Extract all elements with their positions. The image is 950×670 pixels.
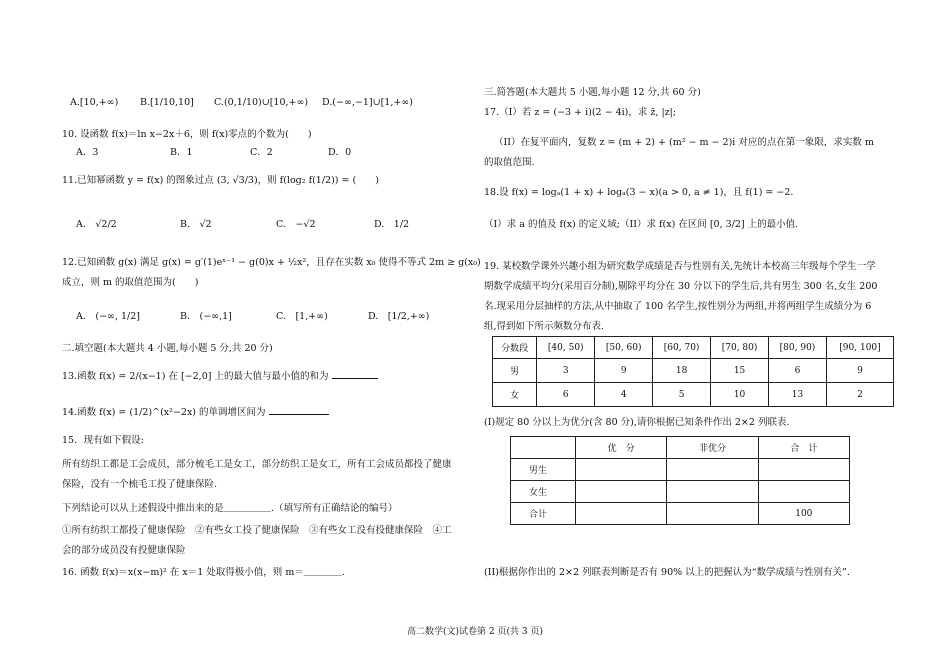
q11-option-a: A. √2/2 xyxy=(76,219,117,230)
contingency-table xyxy=(510,436,850,525)
q12-stem: 12.已知函数 g(x) 满足 g(x) = g′(1)eˣ⁻¹ − g(0)x + ½x²，且存在实数 x₀ 使得不等式 2m ≥ g(x₀) xyxy=(62,257,481,268)
q10-option-a: A．3 xyxy=(76,147,99,158)
q11-option-c: C. −√2 xyxy=(276,219,316,230)
q14-stem: 14.函数 f(x) = (1/2)^(x²−2x) 的单调增区间为 xyxy=(62,404,329,420)
q19-part1: (I)规定 80 分以上为优分(含 80 分),请你根据已知条件作出 2×2 列联表. xyxy=(484,417,790,428)
table-row: 女 6 4 5 10 13 2 xyxy=(493,383,894,407)
q9-option-b: B.[1/10,10] xyxy=(140,97,194,108)
q19-part2: (II)根据你作出的 2×2 列联表判断是否有 90% 以上的把握认为“数学成绩与性别有关”. xyxy=(484,567,850,578)
q15-title: 15．现有如下假设: xyxy=(62,435,144,446)
q10-option-d: D．0 xyxy=(328,147,352,158)
q10-option-c: C．2 xyxy=(250,147,273,158)
table-row: 女生 xyxy=(511,481,850,503)
section-answer-heading: 三.简答题(本大题共 5 小题,每小题 12 分,共 60 分) xyxy=(484,87,701,98)
table-row: 优 分 非优分 合 计 xyxy=(511,437,850,459)
q12-stem-cont: 成立，则 m 的取值范围为( ) xyxy=(62,277,199,288)
q15-line-1: 所有纺织工都是工会成员，部分梳毛工是女工，部分纺织工是女工，所有工会成员都投了健康 xyxy=(62,459,452,470)
q9-option-c: C.(0,1/10)∪[10,+∞) xyxy=(214,97,309,108)
q15-line-4: ①所有纺织工都投了健康保险 ②有些女工投了健康保险 ③有些女工没有投健康保险 ④工 xyxy=(62,525,452,536)
q19-line-3: 名.现采用分层抽样的方法,从中抽取了 100 名学生,按性别分为两组,并将两组学生成绩分为 6 xyxy=(484,301,872,312)
table-row: 合计 100 xyxy=(511,503,850,525)
q9-option-d: D.(−∞,−1]∪[1,+∞) xyxy=(322,97,413,108)
q18-sub: （I）求 a 的值及 f(x) 的定义域;（II）求 f(x) 在区间 [0, 3/2] 上的最小值. xyxy=(484,219,799,230)
frequency-table xyxy=(492,336,894,407)
q12-option-b: B. (−∞,1] xyxy=(180,311,232,322)
q11-option-d: D. 1/2 xyxy=(374,219,410,230)
table-row: 男 3 9 18 15 6 9 xyxy=(493,359,894,383)
q10-option-b: B．1 xyxy=(170,147,193,158)
q9-option-a: A.[10,+∞) xyxy=(70,97,119,108)
q15-line-2: 保险，没有一个梳毛工投了健康保险. xyxy=(62,479,218,490)
q19-line-2: 期数学成绩平均分(采用百分制),剔除平均分在 30 分以下的学生后,共有男生 300 名,女生 200 xyxy=(484,281,878,292)
q12-option-d: D. [1/2,+∞) xyxy=(368,311,430,322)
page-footer: 高二数学(文)试卷第 2 页(共 3 页) xyxy=(407,627,543,637)
q17-part1: 17.（I）若 z = (−3 + i)(2 − 4i)，求 z̄, |z|; xyxy=(484,107,677,118)
q17-part2: （II）在复平面内，复数 z = (m + 2) + (m² − m − 2)i 对应的点在第一象限，求实数 m xyxy=(494,137,874,148)
q15-line-5: 会的部分成员没有投健康保险 xyxy=(62,545,186,556)
q16-stem: 16. 函数 f(x)＝x(x−m)² 在 x＝1 处取得极小值，则 m＝＿＿＿＿. xyxy=(62,567,345,578)
q12-option-c: C. [1,+∞) xyxy=(276,311,328,322)
q17-part2-cont: 的取值范围. xyxy=(484,157,535,168)
q15-line-3: 下列结论可以从上述假设中推出来的是＿＿＿＿＿.（填写所有正确结论的编号） xyxy=(62,503,398,514)
q11-stem: 11.已知幂函数 y = f(x) 的图象过点 (3, √3/3)，则 f(log₂ f(1/2)) = ( ) xyxy=(62,175,379,186)
q13-stem: 13.函数 f(x) = 2/(x−1) 在 [−2,0] 上的最大值与最小值的和为 xyxy=(62,368,378,384)
q10-stem: 10. 设函数 f(x)＝ln x−2x＋6，则 f(x)零点的个数为( ) xyxy=(62,129,312,140)
table-row: 分数段 [40, 50) [50, 60) [60, 70) [70, 80) [80, 90) [90, 100] xyxy=(493,337,894,359)
q18-stem: 18.设 f(x) = logₐ(1 + x) + logₐ(3 − x)(a > 0, a ≠ 1)，且 f(1) = −2. xyxy=(484,187,794,198)
q12-option-a: A. (−∞, 1/2] xyxy=(76,311,140,322)
q19-line-4: 组,得到如下所示频数分布表. xyxy=(484,321,605,332)
table-row: 男生 xyxy=(511,459,850,481)
q19-line-1: 19. 某校数学课外兴趣小组为研究数学成绩是否与性别有关,先统计本校高三年级每个学生一学 xyxy=(484,261,876,272)
section-fill-blank-heading: 二.填空题(本大题共 4 小题,每小题 5 分,共 20 分) xyxy=(62,343,273,354)
q11-option-b: B. √2 xyxy=(180,219,212,230)
